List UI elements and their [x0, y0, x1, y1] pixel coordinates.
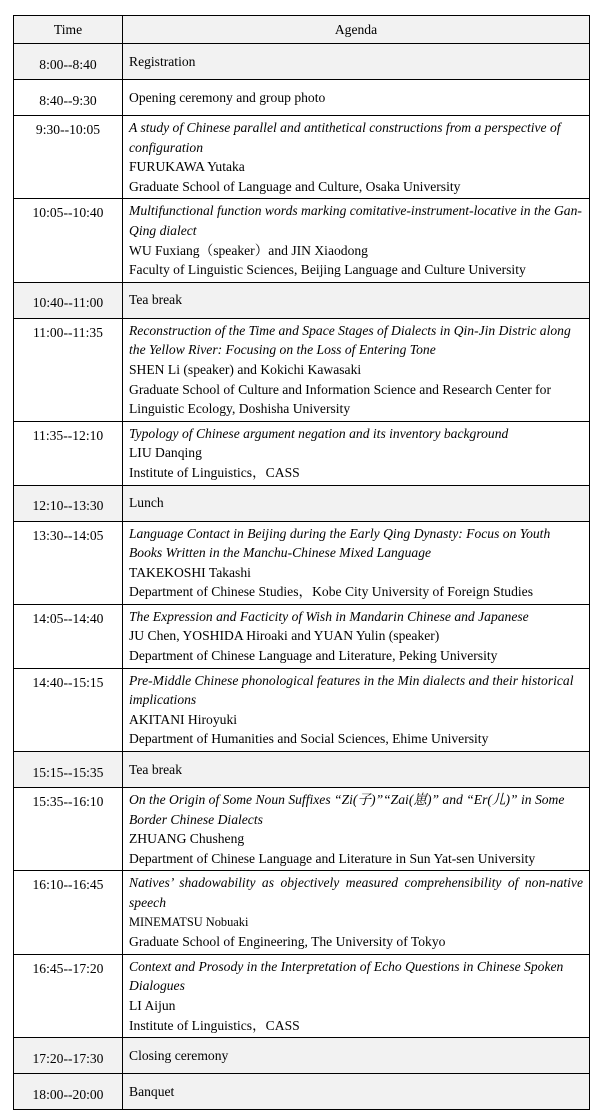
time-cell: 14:40--15:15: [14, 668, 123, 751]
session-cell: [123, 871, 590, 954]
talk-title: Typology of Chinese argument negation and its inventory background: [129, 425, 509, 441]
session-cell: [123, 788, 590, 871]
session-row: [14, 604, 590, 668]
affiliation: Graduate School of Language and Culture, Osaka University: [129, 178, 461, 194]
session-row: [14, 871, 590, 954]
speaker-names: SHEN Li (speaker) and Kokichi Kawasaki: [129, 361, 362, 377]
talk-title: A study of Chinese parallel and antithetical constructions from a perspective of configuration: [129, 120, 561, 155]
speaker-names: JU Chen, YOSHIDA Hiroaki and YUAN Yulin (speaker): [129, 628, 440, 644]
talk-title: The Expression and Facticity of Wish in Mandarin Chinese and Japanese: [129, 608, 529, 624]
affiliation: Department of Chinese Studies，Kobe City University of Foreign Studies: [129, 584, 533, 600]
session-cell: [123, 954, 590, 1037]
session-cell: [123, 521, 590, 604]
schedule-row: [14, 1074, 590, 1110]
affiliation: Institute of Linguistics，CASS: [129, 464, 300, 480]
time-cell: 8:40--9:30: [14, 80, 123, 116]
affiliation: Department of Chinese Language and Literature, Peking University: [129, 648, 498, 664]
time-cell: 17:20--17:30: [14, 1038, 123, 1074]
time-cell: 10:40--11:00: [14, 282, 123, 318]
talk-title: Multifunctional function words marking comitative-instrument-locative in the Gan-Qing dialect: [129, 203, 582, 238]
time-cell: 10:05--10:40: [14, 199, 123, 282]
time-cell: 16:45--17:20: [14, 954, 123, 1037]
talk-title: Natives’ shadowability as objectively measured comprehensibility of non-native speech: [129, 875, 583, 910]
session-row: [14, 318, 590, 421]
event-label: Lunch: [123, 485, 590, 521]
session-row: [14, 521, 590, 604]
time-cell: 18:00--20:00: [14, 1074, 123, 1110]
session-row: [14, 788, 590, 871]
affiliation: Department of Chinese Language and Literature in Sun Yat-sen University: [129, 850, 536, 866]
schedule-row: [14, 282, 590, 318]
speaker-names: LIU Danqing: [129, 445, 202, 461]
schedule-row: [14, 1038, 590, 1074]
time-cell: 9:30--10:05: [14, 116, 123, 199]
header-agenda: Agenda: [123, 16, 590, 44]
talk-title: Language Contact in Beijing during the Early Qing Dynasty: Focus on Youth Books Written in the Manchu-Chinese Mixed Language: [129, 525, 551, 561]
speaker-names: ZHUANG Chusheng: [129, 831, 245, 847]
time-cell: 16:10--16:45: [14, 871, 123, 954]
talk-title: Reconstruction of the Time and Space Stages of Dialects in Qin-Jin Distric along the Yellow River: Focusing on the Loss of Entering Tone: [129, 322, 571, 358]
talk-title: Context and Prosody in the Interpretation of Echo Questions in Chinese Spoken Dialogues: [129, 958, 564, 994]
event-label: Tea break: [123, 282, 590, 318]
schedule-row: [14, 44, 590, 80]
header-row: [14, 16, 590, 44]
schedule-row: [14, 80, 590, 116]
event-label: Closing ceremony: [123, 1038, 590, 1074]
schedule-row: [14, 752, 590, 788]
session-row: [14, 954, 590, 1037]
affiliation: Department of Humanities and Social Sciences, Ehime University: [129, 731, 489, 747]
event-label: Registration: [123, 44, 590, 80]
session-row: [14, 421, 590, 485]
session-cell: [123, 318, 590, 421]
agenda-table: [13, 15, 590, 1110]
session-cell: [123, 421, 590, 485]
schedule-row: [14, 485, 590, 521]
time-cell: 15:35--16:10: [14, 788, 123, 871]
time-cell: 13:30--14:05: [14, 521, 123, 604]
affiliation: Graduate School of Engineering, The University of Tokyo: [129, 934, 446, 950]
speaker-names: MINEMATSU Nobuaki: [129, 914, 249, 929]
session-row: [14, 668, 590, 751]
event-label: Opening ceremony and group photo: [123, 80, 590, 116]
affiliation: Institute of Linguistics，CASS: [129, 1017, 300, 1033]
header-time: Time: [14, 16, 123, 44]
speaker-names: FURUKAWA Yutaka: [129, 159, 245, 175]
speaker-names: AKITANI Hiroyuki: [129, 711, 238, 727]
session-cell: [123, 116, 590, 199]
session-row: [14, 116, 590, 199]
affiliation: Faculty of Linguistic Sciences, Beijing Language and Culture University: [129, 262, 526, 278]
session-row: [14, 199, 590, 282]
event-label: Tea break: [123, 752, 590, 788]
speaker-names: TAKEKOSHI Takashi: [129, 564, 251, 580]
time-cell: 12:10--13:30: [14, 485, 123, 521]
time-cell: 11:00--11:35: [14, 318, 123, 421]
event-label: Banquet: [123, 1074, 590, 1110]
talk-title: On the Origin of Some Noun Suffixes “Zi(子)”“Zai(崽)” and “Er(儿)” in Some Border Chinese Dialects: [129, 792, 565, 827]
session-cell: [123, 668, 590, 751]
affiliation: Graduate School of Culture and Information Science and Research Center for Linguistic Ecology, Doshisha University: [129, 381, 552, 417]
talk-title: Pre-Middle Chinese phonological features in the Min dialects and their historical implications: [129, 672, 574, 708]
session-cell: [123, 604, 590, 668]
time-cell: 15:15--15:35: [14, 752, 123, 788]
time-cell: 8:00--8:40: [14, 44, 123, 80]
speaker-names: LI Aijun: [129, 997, 176, 1013]
time-cell: 11:35--12:10: [14, 421, 123, 485]
speaker-names: WU Fuxiang（speaker）and JIN Xiaodong: [129, 242, 368, 258]
session-cell: [123, 199, 590, 282]
time-cell: 14:05--14:40: [14, 604, 123, 668]
